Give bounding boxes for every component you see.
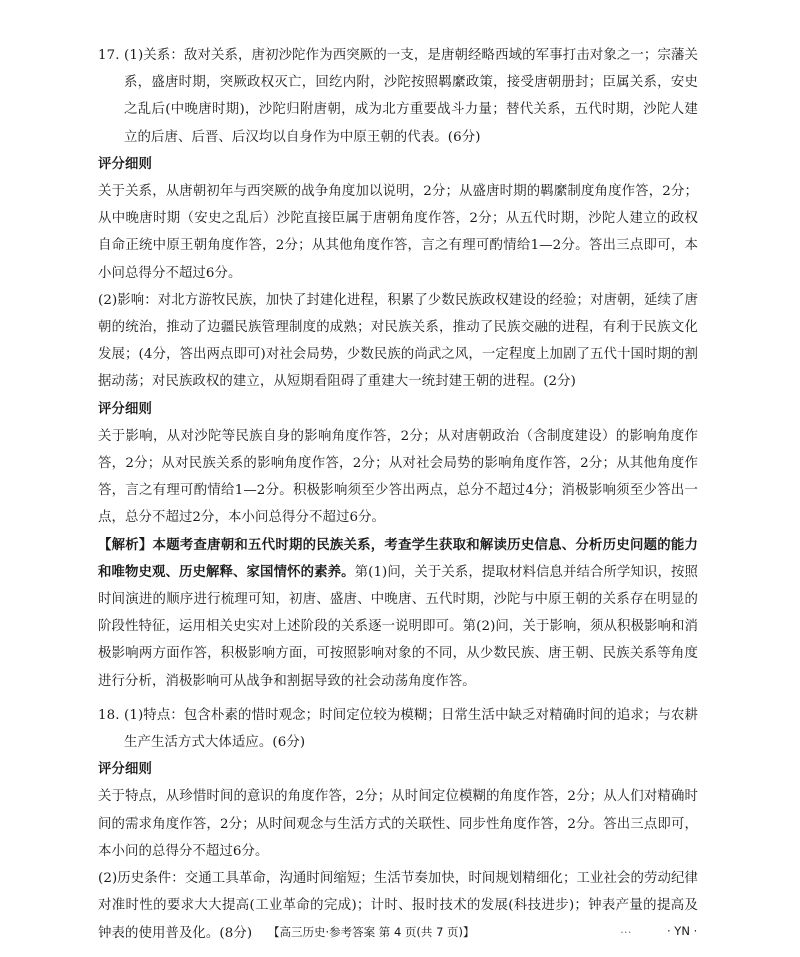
q18-part2-answer: (2)历史条件：交通工具革命，沟通时间缩短；生活节奏加快，时间规划精细化；工业社会的劳动纪律对准时性的要求大大提高(工业革命的完成)；计时、报时技术的发展(科技进步)；钟表产量的提高及钟表的使用普及化。(8分) xyxy=(98,871,698,941)
q17-rubric2: 关于影响，从对沙陀等民族自身的影响角度作答，2分；从对唐朝政治（含制度建设）的影响角度作答，2分；从对民族关系的影响角度作答，2分；从对社会局势的影响角度作答，2分；从其他角度作答，言之有理可酌情给1—2分。积极影响须至少答出两点，总分不超过4分；消极影响须至少答出一点，总分不超过2分，本小问总得分不超过6分。 xyxy=(98,428,698,526)
q18-rubric1: 关于特点，从珍惜时间的意识的角度作答，2分；从时间定位模糊的角度作答，2分；从人们对精确时间的需求角度作答，2分；从时间观念与生活方式的关联性、同步性角度作答，2分。答出三点即可，本小问的总得分不超过6分。 xyxy=(98,789,698,859)
footer-mark: … xyxy=(620,922,632,936)
footer-page-info: 【高三历史·参考答案 第 4 页(共 7 页)】 xyxy=(268,925,475,939)
q17-analysis-lead: 【解析】本题考查唐朝和五代时期的民族关系，考查学生获取和解读历史信息、分析历史问题的能力和唯物史观、历史解释、家国情怀的素养。 xyxy=(98,537,698,580)
q17-rubric2-heading: 评分细则 xyxy=(98,401,152,417)
q18-part1 xyxy=(98,702,698,756)
footer-region-code: · YN · xyxy=(667,924,698,938)
q17-number: 17. xyxy=(98,48,120,63)
q17-part1 xyxy=(98,42,698,151)
q18-rubric1-heading: 评分细则 xyxy=(98,762,152,778)
question-gap xyxy=(98,695,698,702)
q17-rubric1-heading: 评分细则 xyxy=(98,156,152,172)
q17-part2-answer: (2)影响：对北方游牧民族，加快了封建化进程，积累了少数民族政权建设的经验；对唐朝，延续了唐朝的统治，推动了边疆民族管理制度的成熟；对民族关系，推动了民族交融的进程，有利于民族文化发展；(4分，答出两点即可)对社会局势，少数民族的尚武之风，一定程度上加剧了五代十国时期的割据动荡；对民族政权的建立，从短期看阻碍了重建大一统封建王朝的进程。(2分) xyxy=(98,292,698,390)
q17-analysis xyxy=(98,532,698,695)
page-content xyxy=(98,42,698,947)
q17-rubric1: 关于关系，从唐朝初年与西突厥的战争角度加以说明，2分；从盛唐时期的羁縻制度角度作答，2分；从中晚唐时期（安史之乱后）沙陀直接臣属于唐朝角度作答，2分；从五代时期，沙陀人建立的政权自命正统中原王朝角度作答，2分；从其他角度作答，言之有理可酌情给1—2分。答出三点即可，本小问总得分不超过6分。 xyxy=(98,184,698,281)
q17-part1-answer: (1)关系：敌对关系，唐初沙陀作为西突厥的一支，是唐朝经略西域的军事打击对象之一；宗藩关系，盛唐时期，突厥政权灭亡，回纥内附，沙陀按照羁縻政策，接受唐朝册封；臣属关系，安史之乱后(中晚唐时期)，沙陀归附唐朝，成为北方重要战斗力量；替代关系，五代时期，沙陀人建立的后唐、后晋、后汉均以自身作为中原王朝的代表。(6分) xyxy=(124,48,698,145)
q18-part1-answer: (1)特点：包含朴素的惜时观念；时间定位较为模糊；日常生活中缺乏对精确时间的追求；与农耕生产生活方式大体适应。(6分) xyxy=(124,707,698,751)
q18-number: 18. xyxy=(98,707,120,723)
q17-analysis-body: 第(1)问，关于关系，提取材料信息并结合所学知识，按照时间演进的顺序进行梳理可知，初唐、盛唐、中晚唐、五代时期，沙陀与中原王朝的关系存在明显的阶段性特征，运用相关史实对上述阶段的关系逐一说明即可。第(2)问，关于影响，须从积极影响和消极影响两方面作答，积极影响方面，可按照影响对象的不同，从少数民族、唐王朝、民族关系等角度进行分析，消极影响可从战争和割据导致的社会动荡角度作答。 xyxy=(98,564,698,689)
